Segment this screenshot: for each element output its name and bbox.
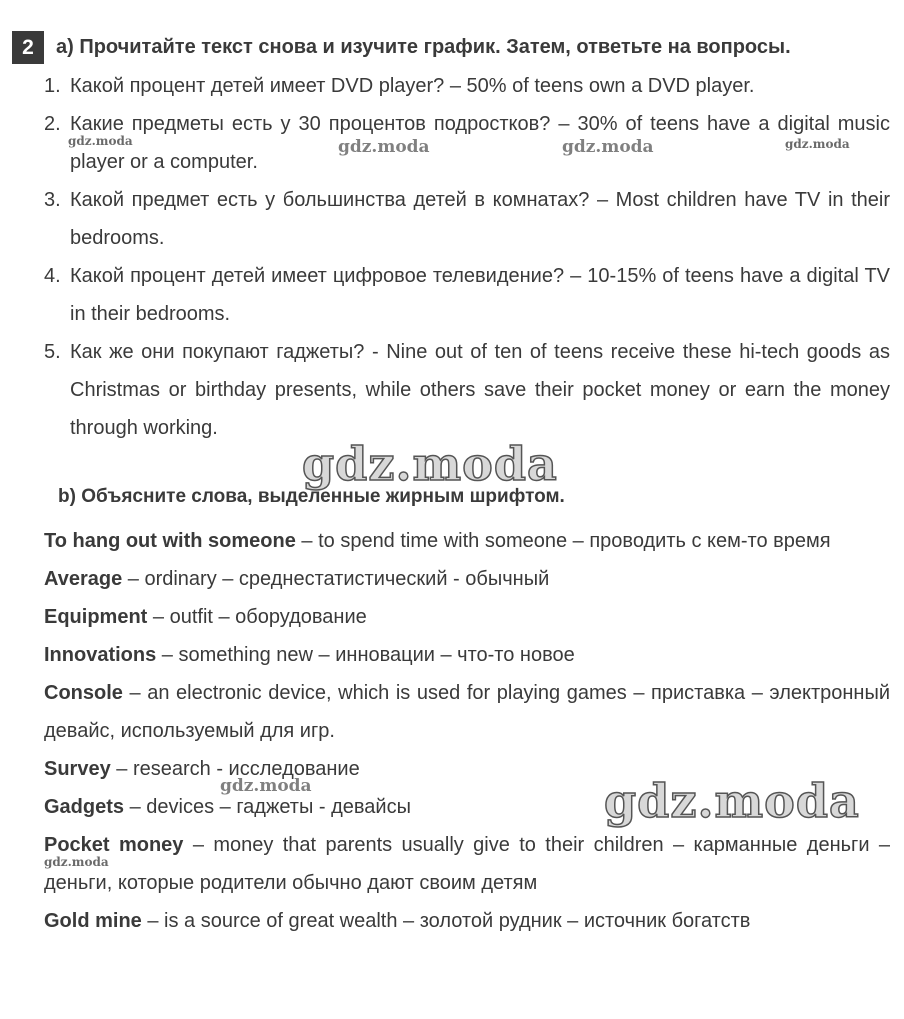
- watermark: gdz.moda: [220, 776, 312, 796]
- vocab-definition: – is a source of great wealth – золотой рудник – источник богатств: [141, 910, 751, 932]
- vocabulary-list: [44, 522, 890, 940]
- watermark: gdz.moda: [785, 137, 850, 151]
- question-number: 5.: [44, 341, 61, 363]
- watermark: gdz.moda: [338, 137, 430, 157]
- task-number-badge: 2: [12, 31, 44, 64]
- vocab-entry: [44, 750, 890, 788]
- vocab-entry: [44, 674, 890, 750]
- question-text: Какие предметы есть у 30 процентов подростков? – 30% of teens have a digital music player or a computer.: [70, 113, 890, 173]
- vocab-definition: – money that parents usually give to their children – карманные деньги – деньги, которые родители обычно дают своим детям: [44, 834, 890, 894]
- vocab-definition: – ordinary – среднестатистический - обычный: [122, 568, 550, 590]
- watermark: gdz.moda: [604, 774, 860, 828]
- vocab-definition: – an electronic device, which is used for playing games – приставка – электронный девайс, используемый для игр.: [44, 682, 890, 742]
- vocab-term: Pocket money: [44, 834, 184, 856]
- vocab-term: Equipment: [44, 606, 148, 628]
- part-a-title: a) Прочитайте текст снова и изучите график. Затем, ответьте на вопросы.: [56, 35, 791, 58]
- question-text: Какой процент детей имеет DVD player? – 50% of teens own a DVD player.: [70, 75, 755, 97]
- question-number: 2.: [44, 113, 61, 135]
- question-item: [44, 181, 890, 257]
- question-item: [44, 257, 890, 333]
- question-item: [44, 67, 890, 105]
- vocab-definition: – research - исследование: [110, 758, 360, 780]
- vocab-definition: – devices – гаджеты - девайсы: [124, 796, 411, 818]
- question-item: [44, 105, 890, 181]
- question-number: 3.: [44, 189, 61, 211]
- vocab-term: Innovations: [44, 644, 157, 666]
- vocab-term: Console: [44, 682, 123, 704]
- vocab-definition: – something new – инновации – что-то новое: [156, 644, 575, 666]
- vocab-entry: [44, 826, 890, 902]
- vocab-entry: [44, 522, 890, 560]
- vocab-term: Gold mine: [44, 910, 142, 932]
- vocab-entry: [44, 788, 890, 826]
- watermark: gdz.moda: [302, 437, 558, 491]
- vocab-term: Survey: [44, 758, 111, 780]
- questions-list: [44, 67, 890, 447]
- question-text: Как же они покупают гаджеты? - Nine out of ten of teens receive these hi-tech goods as Christmas or birthday presents, while others save their pocket money or earn the money through working.: [70, 341, 890, 439]
- question-text: Какой процент детей имеет цифровое телевидение? – 10-15% of teens have a digital TV in their bedrooms.: [70, 265, 890, 325]
- vocab-term: Gadgets: [44, 796, 125, 818]
- vocab-entry: [44, 598, 890, 636]
- vocab-term: Average: [44, 568, 123, 590]
- task-header: [12, 30, 791, 64]
- watermark: gdz.moda: [68, 134, 133, 148]
- question-number: 1.: [44, 75, 61, 97]
- watermark: gdz.moda: [562, 137, 654, 157]
- vocab-entry: [44, 636, 890, 674]
- question-item: [44, 333, 890, 447]
- question-number: 4.: [44, 265, 61, 287]
- vocab-entry: [44, 560, 890, 598]
- question-text: Какой предмет есть у большинства детей в комнатах? – Most children have TV in their bedrooms.: [70, 189, 890, 249]
- watermark: gdz.moda: [44, 855, 109, 869]
- vocab-definition: – to spend time with someone – проводить с кем-то время: [295, 530, 831, 552]
- vocab-definition: – outfit – оборудование: [147, 606, 367, 628]
- vocab-term: To hang out with someone: [44, 530, 296, 552]
- part-b-title: b) Объясните слова, выделенные жирным шрифтом.: [58, 486, 565, 507]
- vocab-entry: [44, 902, 890, 940]
